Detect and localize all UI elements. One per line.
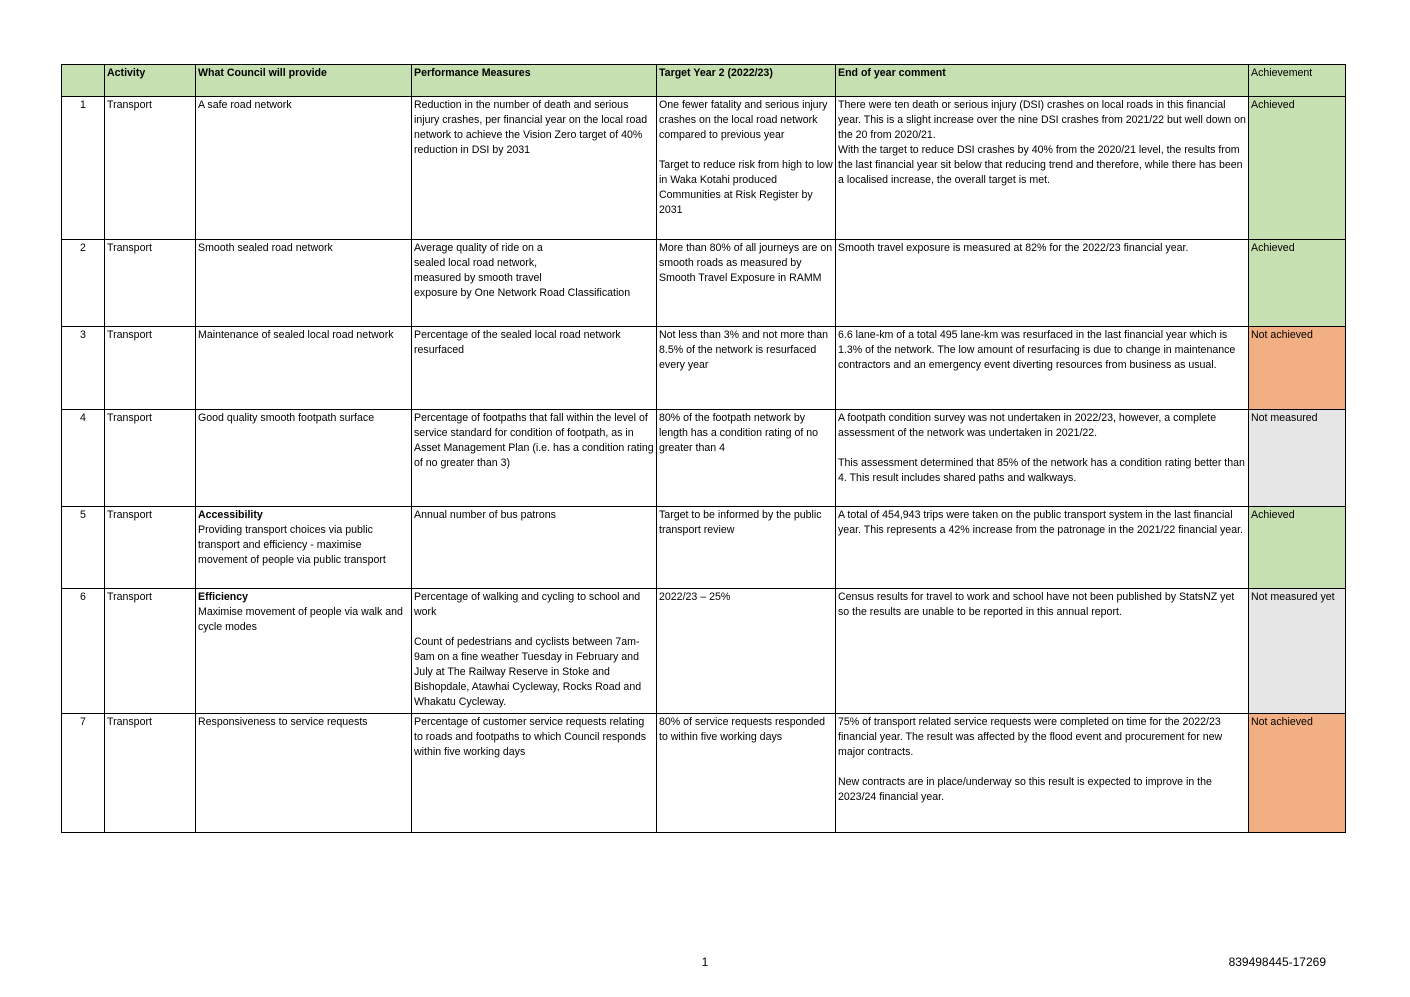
header-target: Target Year 2 (2022/23) <box>657 65 836 97</box>
comment-cell: A total of 454,943 trips were taken on the public transport system in the last financial year. This represents a 42% increase from the patronage in the 2021/22 financial year. <box>836 507 1249 589</box>
comment-cell: A footpath condition survey was not undertaken in 2022/23, however, a complete assessment of the network was undertaken in 2021/22. This assessment determined that 85% of the network has a condition rating better than 4. This result includes shared paths and walkways. <box>836 410 1249 507</box>
target-cell: 80% of service requests responded to within five working days <box>657 714 836 833</box>
comment-cell: 6.6 lane-km of a total 495 lane-km was resurfaced in the last financial year which is 1.3% of the network. The low amount of resurfacing is due to change in maintenance contractors and an emergency event diverting resources from business as usual. <box>836 327 1249 410</box>
provide-text: Good quality smooth footpath surface <box>198 412 375 424</box>
provide-text: Maintenance of sealed local road network <box>198 329 394 341</box>
performance-table <box>61 64 1346 833</box>
document-reference: 839498445-17269 <box>1228 955 1326 969</box>
row-number: 1 <box>62 97 105 240</box>
header-achievement: Achievement <box>1249 65 1346 97</box>
row-number: 2 <box>62 240 105 327</box>
target-cell: 2022/23 – 25% <box>657 589 836 714</box>
measures-cell: Percentage of customer service requests relating to roads and footpaths to which Council responds within five working days <box>412 714 657 833</box>
activity-cell: Transport <box>105 589 196 714</box>
activity-cell: Transport <box>105 240 196 327</box>
achievement-cell: Not achieved <box>1249 327 1346 410</box>
table-row <box>62 327 1346 410</box>
comment-cell: Smooth travel exposure is measured at 82% for the 2022/23 financial year. <box>836 240 1249 327</box>
measures-cell: Percentage of walking and cycling to school and work Count of pedestrians and cyclists between 7am-9am on a fine weather Tuesday in February and July at The Railway Reserve in Stoke and Bishopdale, Atawhai Cycleway, Rocks Road and Whakatu Cycleway. <box>412 589 657 714</box>
activity-cell: Transport <box>105 97 196 240</box>
provide-cell <box>196 327 412 410</box>
row-number: 5 <box>62 507 105 589</box>
achievement-cell: Not measured yet <box>1249 589 1346 714</box>
measures-cell: Average quality of ride on a sealed local road network, measured by smooth travel exposure by One Network Road Classification <box>412 240 657 327</box>
target-cell: Target to be informed by the public transport review <box>657 507 836 589</box>
target-cell: More than 80% of all journeys are on smooth roads as measured by Smooth Travel Exposure in RAMM <box>657 240 836 327</box>
header-activity: Activity <box>105 65 196 97</box>
achievement-cell: Not measured <box>1249 410 1346 507</box>
header-num <box>62 65 105 97</box>
achievement-cell: Achieved <box>1249 240 1346 327</box>
measures-cell: Reduction in the number of death and serious injury crashes, per financial year on the local road network to achieve the Vision Zero target of 40% reduction in DSI by 2031 <box>412 97 657 240</box>
provide-cell <box>196 507 412 589</box>
comment-cell: 75% of transport related service requests were completed on time for the 2022/23 financial year. The result was affected by the flood event and procurement for new major contracts. New contracts are in place/underway so this result is expected to improve in the 2023/24 financial year. <box>836 714 1249 833</box>
measures-cell: Annual number of bus patrons <box>412 507 657 589</box>
table-row <box>62 240 1346 327</box>
provide-text: Providing transport choices via public transport and efficiency - maximise movement of people via public transport <box>198 524 386 566</box>
table-row <box>62 410 1346 507</box>
comment-cell: Census results for travel to work and school have not been published by StatsNZ yet so the results are unable to be reported in this annual report. <box>836 589 1249 714</box>
page-number: 1 <box>701 955 709 969</box>
row-number: 7 <box>62 714 105 833</box>
activity-cell: Transport <box>105 410 196 507</box>
provide-cell <box>196 589 412 714</box>
header-provide: What Council will provide <box>196 65 412 97</box>
provide-title: Efficiency <box>198 591 249 603</box>
provide-cell <box>196 240 412 327</box>
row-number: 3 <box>62 327 105 410</box>
target-cell: One fewer fatality and serious injury crashes on the local road network compared to previous year Target to reduce risk from high to low in Waka Kotahi produced Communities at Risk Register by 2031 <box>657 97 836 240</box>
table-row <box>62 589 1346 714</box>
activity-cell: Transport <box>105 327 196 410</box>
provide-text: A safe road network <box>198 99 292 111</box>
table-row <box>62 714 1346 833</box>
provide-cell <box>196 714 412 833</box>
activity-cell: Transport <box>105 507 196 589</box>
target-cell: Not less than 3% and not more than 8.5% of the network is resurfaced every year <box>657 327 836 410</box>
measures-cell: Percentage of footpaths that fall within the level of service standard for condition of footpath, as in Asset Management Plan (i.e. has a condition rating of no greater than 3) <box>412 410 657 507</box>
provide-text: Responsiveness to service requests <box>198 716 368 728</box>
provide-title: Accessibility <box>198 509 263 521</box>
header-row <box>62 65 1346 97</box>
achievement-cell: Not achieved <box>1249 714 1346 833</box>
comment-cell: There were ten death or serious injury (DSI) crashes on local roads in this financial year. This is a slight increase over the nine DSI crashes from 2021/22 but well down on the 20 from 2020/21. With the target to reduce DSI crashes by 40% from the 2020/21 level, the results from the last financial year sit below that reducing trend and therefore, while there has been a localised increase, the overall target is met. <box>836 97 1249 240</box>
header-measures: Performance Measures <box>412 65 657 97</box>
activity-cell: Transport <box>105 714 196 833</box>
row-number: 4 <box>62 410 105 507</box>
table-row <box>62 97 1346 240</box>
achievement-cell: Achieved <box>1249 507 1346 589</box>
provide-text: Maximise movement of people via walk and cycle modes <box>198 606 403 633</box>
target-cell: 80% of the footpath network by length has a condition rating of no greater than 4 <box>657 410 836 507</box>
provide-cell <box>196 97 412 240</box>
provide-text: Smooth sealed road network <box>198 242 333 254</box>
provide-cell <box>196 410 412 507</box>
table-row <box>62 507 1346 589</box>
row-number: 6 <box>62 589 105 714</box>
measures-cell: Percentage of the sealed local road network resurfaced <box>412 327 657 410</box>
header-comment: End of year comment <box>836 65 1249 97</box>
achievement-cell: Achieved <box>1249 97 1346 240</box>
